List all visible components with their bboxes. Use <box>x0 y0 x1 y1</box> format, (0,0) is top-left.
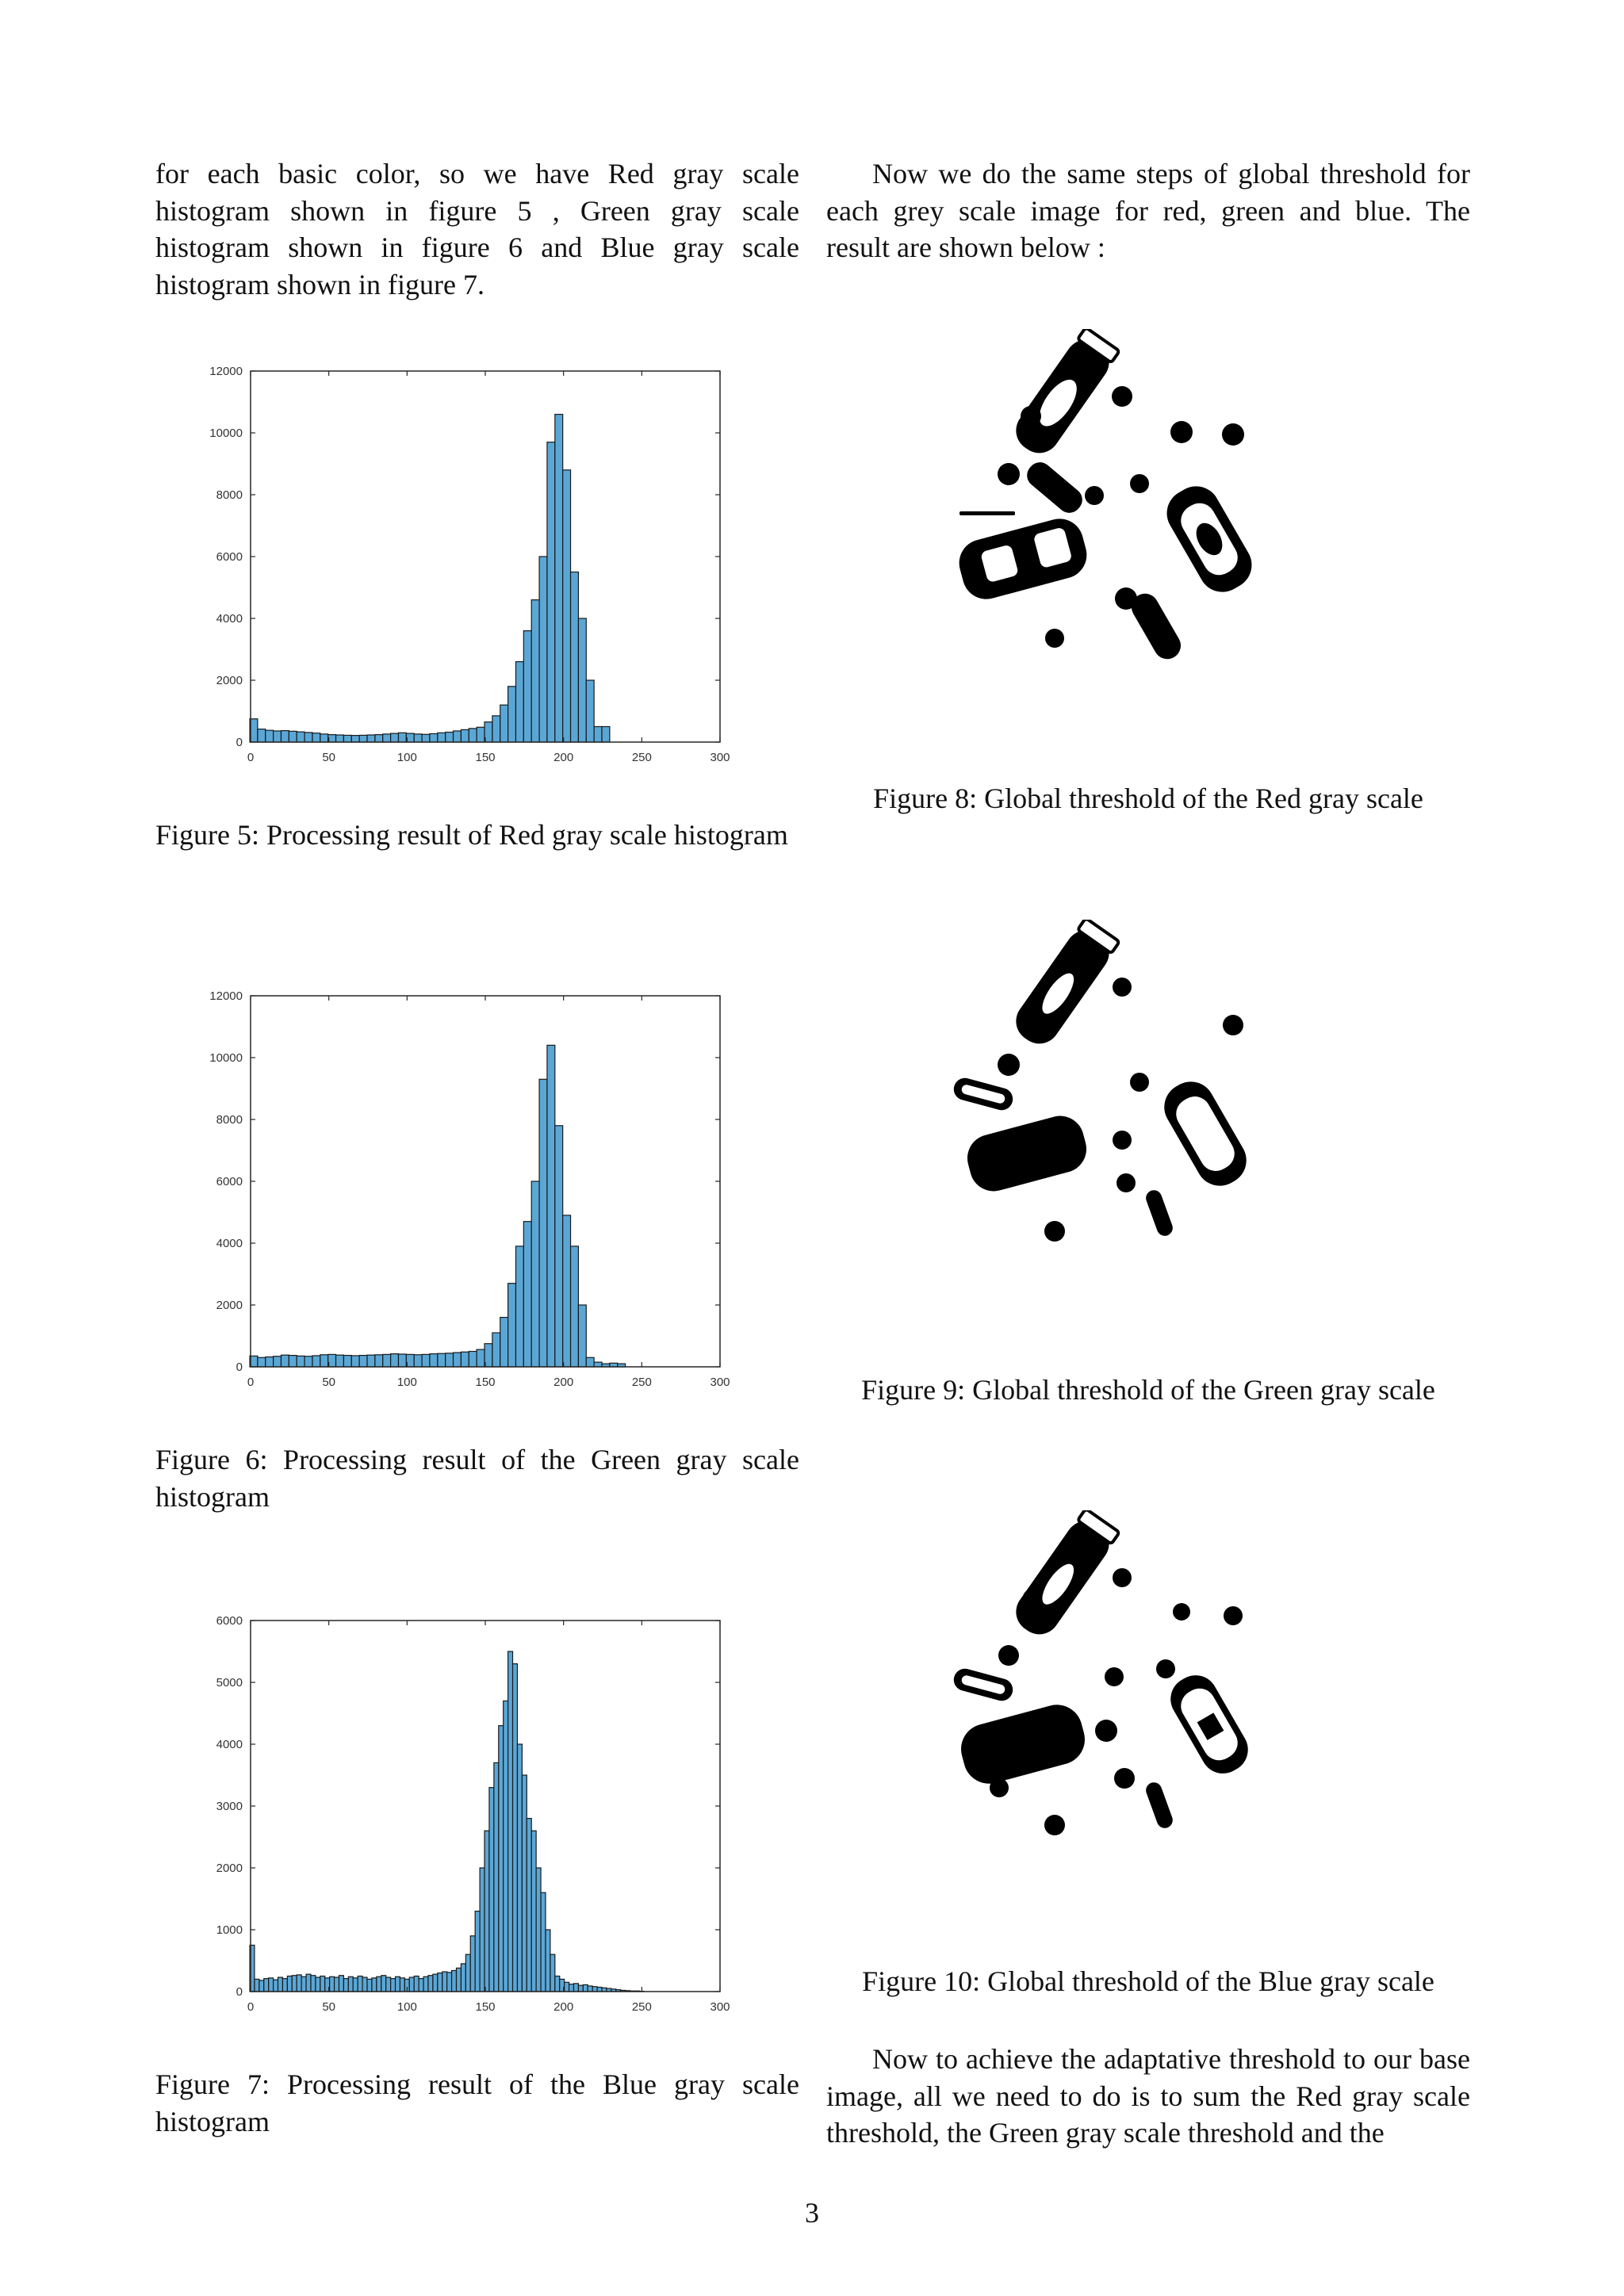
histogram-bar <box>515 662 523 742</box>
histogram-bar <box>492 1333 500 1367</box>
histogram-bar <box>446 733 454 742</box>
histogram-bar <box>304 733 312 742</box>
figure-7-caption: Figure 7: Processing result of the Blue gray scale histogram <box>155 2068 799 2137</box>
histogram-bar <box>396 1976 400 1992</box>
histogram-bar <box>452 1970 457 1992</box>
histogram-bar <box>351 736 359 742</box>
histogram-bar <box>312 733 320 742</box>
histogram-bar <box>586 1357 594 1367</box>
figure-6-caption: Figure 6: Processing result of the Green gray scale histogram <box>155 1444 799 1513</box>
y-tick-label: 2000 <box>216 1862 243 1875</box>
histogram-bar <box>531 1181 539 1367</box>
figure-5-histogram <box>187 349 742 761</box>
histogram-bar <box>461 1964 465 1992</box>
histogram-bar <box>386 1977 391 1992</box>
histogram-bar <box>508 687 516 742</box>
histogram-bar <box>281 1355 289 1367</box>
figure-10-binary-image <box>952 1510 1332 1859</box>
x-tick-label: 300 <box>710 2000 730 2011</box>
histogram-bar <box>438 1973 442 1992</box>
histogram-bar <box>531 1831 536 1992</box>
histogram-bar <box>282 1979 287 1992</box>
histogram-bar <box>555 415 563 742</box>
y-tick-label: 6000 <box>216 550 243 564</box>
histogram-bar <box>422 734 430 742</box>
histogram-bar <box>281 731 289 742</box>
histogram-bar <box>266 730 274 742</box>
histogram-bar <box>391 1979 396 1992</box>
histogram-bar <box>565 1982 569 1992</box>
histogram-bar <box>500 705 508 742</box>
histogram-bar <box>470 1936 475 1992</box>
histogram-bar <box>571 572 579 743</box>
histogram-bar <box>515 1246 523 1367</box>
histogram-bar <box>494 1762 499 1992</box>
histogram-bar <box>461 729 469 742</box>
histogram-bar <box>522 1775 527 1992</box>
histogram-bar <box>536 1868 541 1992</box>
histogram-bar <box>343 1356 351 1367</box>
histogram-bar <box>372 1978 377 1992</box>
histogram-bar <box>555 1126 563 1367</box>
histogram-bar <box>377 1976 381 1992</box>
histogram-bar <box>335 1977 339 1992</box>
x-tick-label: 150 <box>475 751 496 761</box>
histogram-bar <box>414 1355 422 1367</box>
x-tick-label: 250 <box>631 751 652 761</box>
figure-9-binary-image <box>952 920 1332 1269</box>
x-tick-label: 0 <box>247 1376 255 1386</box>
histogram-bar <box>348 1976 353 1992</box>
histogram-bar <box>477 1349 485 1367</box>
y-tick-label: 4000 <box>216 612 243 626</box>
histogram-bar <box>320 1976 325 1992</box>
histogram-bar <box>297 732 304 742</box>
histogram-bar <box>274 1980 278 1992</box>
x-tick-label: 50 <box>322 1376 336 1386</box>
y-tick-label: 8000 <box>216 488 243 502</box>
histogram-bar <box>586 680 594 742</box>
histogram-bar <box>547 1045 555 1367</box>
histogram-bar <box>592 1987 597 1992</box>
histogram-bar <box>504 1701 508 1992</box>
histogram-bar <box>555 1976 560 1992</box>
histogram-bar <box>541 1892 546 1992</box>
histogram-bar <box>461 1352 469 1367</box>
left-intro-paragraph: for each basic color, so we have Red gray scale histogram shown in figure 5 , Green gray scale histogram shown in figure 6 and Blue gray scale histogram shown in figure 7. <box>155 158 799 300</box>
histogram-bar <box>597 1988 602 1992</box>
figure-7-histogram <box>187 1598 742 2011</box>
histogram-bar <box>594 1362 602 1367</box>
histogram-bar <box>359 735 367 742</box>
x-tick-label: 50 <box>322 2000 336 2011</box>
histogram-bar <box>583 1984 588 1992</box>
histogram-bar <box>513 1664 518 1992</box>
histogram-bar <box>367 1979 372 1992</box>
y-tick-label: 10000 <box>209 1051 243 1065</box>
histogram-bar <box>546 1930 550 1992</box>
figure-6-chart-svg <box>187 974 742 1386</box>
x-tick-label: 300 <box>710 1376 730 1386</box>
y-tick-label: 0 <box>236 1360 243 1374</box>
histogram-bar <box>289 731 297 742</box>
histogram-bar <box>578 1305 586 1367</box>
histogram-bar <box>508 1651 513 1992</box>
histogram-bar <box>517 1744 522 1992</box>
x-tick-label: 300 <box>710 751 730 761</box>
histogram-bar <box>367 735 375 742</box>
histogram-bar <box>391 1354 399 1367</box>
x-tick-label: 200 <box>553 1376 574 1386</box>
histogram-bar <box>446 1353 454 1367</box>
histogram-bar <box>571 1246 579 1367</box>
histogram-bar <box>438 1353 446 1367</box>
axes-box <box>251 996 720 1367</box>
figure-5-caption: Figure 5: Processing result of Red gray scale histogram <box>155 819 788 851</box>
histogram-bar <box>499 1726 504 1992</box>
histogram-bar <box>264 1979 269 1992</box>
x-tick-label: 150 <box>475 2000 496 2011</box>
histogram-bar <box>391 733 399 742</box>
histogram-bar <box>255 1979 259 1992</box>
page-number: 3 <box>805 2197 819 2229</box>
histogram-bar <box>306 1974 311 1992</box>
y-tick-label: 12000 <box>209 365 243 378</box>
histogram-bar <box>454 731 462 742</box>
y-tick-label: 4000 <box>216 1738 243 1751</box>
histogram-bar <box>422 1354 430 1367</box>
histogram-bar <box>465 1954 470 1992</box>
axes-box <box>251 371 720 742</box>
histogram-bar <box>320 1355 328 1367</box>
histogram-bar <box>569 1984 574 1992</box>
histogram-bar <box>343 1979 348 1992</box>
histogram-bar <box>274 731 282 742</box>
x-tick-label: 100 <box>396 1376 417 1386</box>
histogram-bar <box>358 1976 362 1992</box>
y-tick-label: 0 <box>236 1985 243 1999</box>
figure-8-binary-image <box>952 329 1332 678</box>
x-tick-label: 200 <box>553 2000 574 2011</box>
histogram-bar <box>383 734 391 742</box>
histogram-bar <box>563 470 571 742</box>
histogram-bar <box>414 1976 419 1992</box>
histogram-bar <box>400 1978 404 1992</box>
y-tick-label: 10000 <box>209 427 243 440</box>
histogram-bar <box>442 1972 447 1992</box>
histogram-bar <box>523 1222 531 1367</box>
histogram-bar <box>320 734 328 742</box>
x-tick-label: 100 <box>396 2000 417 2011</box>
histogram-bar <box>492 716 500 742</box>
histogram-bar <box>430 1354 438 1367</box>
histogram-bar <box>274 1357 282 1367</box>
histogram-bar <box>259 1980 264 1992</box>
histogram-bar <box>269 1978 274 1992</box>
histogram-bar <box>456 1968 461 1992</box>
histogram-bar <box>297 1975 301 1992</box>
right-outro-paragraph: Now to achieve the adaptative threshold to our base image, all we need to do is to sum the Red gray scale threshold, the Green gray scale threshold and the <box>826 2043 1470 2149</box>
histogram-bar <box>287 1976 292 1992</box>
x-tick-label: 0 <box>247 751 255 761</box>
y-tick-label: 3000 <box>216 1800 243 1813</box>
histogram-bar <box>301 1976 306 1992</box>
histogram-bar <box>489 1788 494 1992</box>
x-tick-label: 250 <box>631 1376 652 1386</box>
histogram-bar <box>292 1976 297 1992</box>
figure-9-threshold-image <box>952 920 1332 1269</box>
histogram-bar <box>423 1976 428 1992</box>
x-tick-label: 100 <box>396 751 417 761</box>
y-tick-label: 5000 <box>216 1676 243 1689</box>
histogram-bar <box>508 1284 516 1367</box>
histogram-bar <box>359 1356 367 1367</box>
right-intro-paragraph: Now we do the same steps of global threshold for each grey scale image for red, green and blue. The result are shown below : <box>826 158 1470 263</box>
histogram-bar <box>454 1353 462 1367</box>
histogram-bar <box>480 1868 485 1992</box>
histogram-bar <box>353 1978 358 1992</box>
x-tick-label: 50 <box>322 751 336 761</box>
histogram-bar <box>438 733 446 742</box>
histogram-bar <box>485 1831 489 1992</box>
histogram-bar <box>367 1355 375 1367</box>
histogram-bar <box>336 735 344 742</box>
histogram-bar <box>297 1356 304 1367</box>
histogram-bar <box>594 727 602 743</box>
histogram-bar <box>419 1979 423 1992</box>
histogram-bar <box>547 442 555 742</box>
histogram-bar <box>289 1356 297 1367</box>
x-tick-label: 200 <box>553 751 574 761</box>
figure-7-chart-svg <box>187 1598 742 2011</box>
histogram-bar <box>258 729 266 742</box>
histogram-bar <box>573 1984 578 1992</box>
histogram-bar <box>278 1977 283 1992</box>
y-tick-label: 12000 <box>209 989 243 1003</box>
histogram-bar <box>330 1976 335 1992</box>
y-tick-label: 4000 <box>216 1237 243 1250</box>
histogram-bar <box>266 1357 274 1367</box>
histogram-bar <box>312 1356 320 1367</box>
x-tick-label: 0 <box>247 2000 255 2011</box>
y-tick-label: 1000 <box>216 1923 243 1937</box>
histogram-bar <box>527 1819 531 1992</box>
histogram-bar <box>602 727 610 743</box>
histogram-bar <box>563 1215 571 1367</box>
y-tick-label: 6000 <box>216 1175 243 1188</box>
histogram-bar <box>398 1354 406 1367</box>
histogram-bar <box>381 1976 386 1992</box>
y-tick-label: 6000 <box>216 1614 243 1628</box>
histogram-bar <box>311 1976 316 1992</box>
histogram-bar <box>375 1355 383 1367</box>
histogram-bar <box>469 1352 477 1368</box>
figure-6-histogram <box>187 974 742 1386</box>
histogram-bar <box>304 1357 312 1367</box>
histogram-bar <box>447 1973 452 1992</box>
histogram-bar <box>336 1355 344 1367</box>
figure-10-caption: Figure 10: Global threshold of the Blue gray scale <box>862 1965 1434 1997</box>
histogram-bar <box>550 1954 555 1992</box>
histogram-bar <box>414 734 422 742</box>
histogram-bar <box>539 557 547 742</box>
histogram-bar <box>428 1976 433 1992</box>
y-tick-label: 2000 <box>216 1299 243 1312</box>
figure-10-threshold-image <box>952 1510 1332 1859</box>
histogram-bar <box>523 631 531 742</box>
histogram-bar <box>343 735 351 742</box>
histogram-bar <box>375 735 383 742</box>
figure-9-caption: Figure 9: Global threshold of the Green gray scale <box>861 1374 1435 1406</box>
y-tick-label: 2000 <box>216 674 243 687</box>
histogram-bar <box>433 1974 438 1992</box>
figure-5-chart-svg <box>187 349 742 761</box>
histogram-bar <box>351 1356 359 1367</box>
histogram-bar <box>469 729 477 742</box>
histogram-bar <box>362 1977 367 1992</box>
figure-8-threshold-image <box>952 329 1332 678</box>
histogram-bar <box>578 1985 583 1992</box>
figure-8-caption: Figure 8: Global threshold of the Red gray scale <box>873 783 1423 814</box>
histogram-bar <box>430 733 438 742</box>
y-tick-label: 0 <box>236 736 243 749</box>
histogram-bar <box>477 727 485 742</box>
x-tick-label: 150 <box>475 1376 496 1386</box>
histogram-bar <box>539 1079 547 1367</box>
histogram-bar <box>316 1977 320 1992</box>
histogram-bar <box>383 1354 391 1367</box>
histogram-bar <box>339 1976 343 1992</box>
histogram-bar <box>398 733 406 742</box>
x-tick-label: 250 <box>631 2000 652 2011</box>
histogram-bar <box>531 600 539 742</box>
histogram-bar <box>475 1911 480 1992</box>
histogram-bar <box>578 618 586 742</box>
y-tick-label: 8000 <box>216 1113 243 1127</box>
histogram-bar <box>500 1318 508 1367</box>
histogram-bar <box>588 1986 592 1992</box>
histogram-bar <box>258 1357 266 1367</box>
histogram-bar <box>409 1977 414 1992</box>
